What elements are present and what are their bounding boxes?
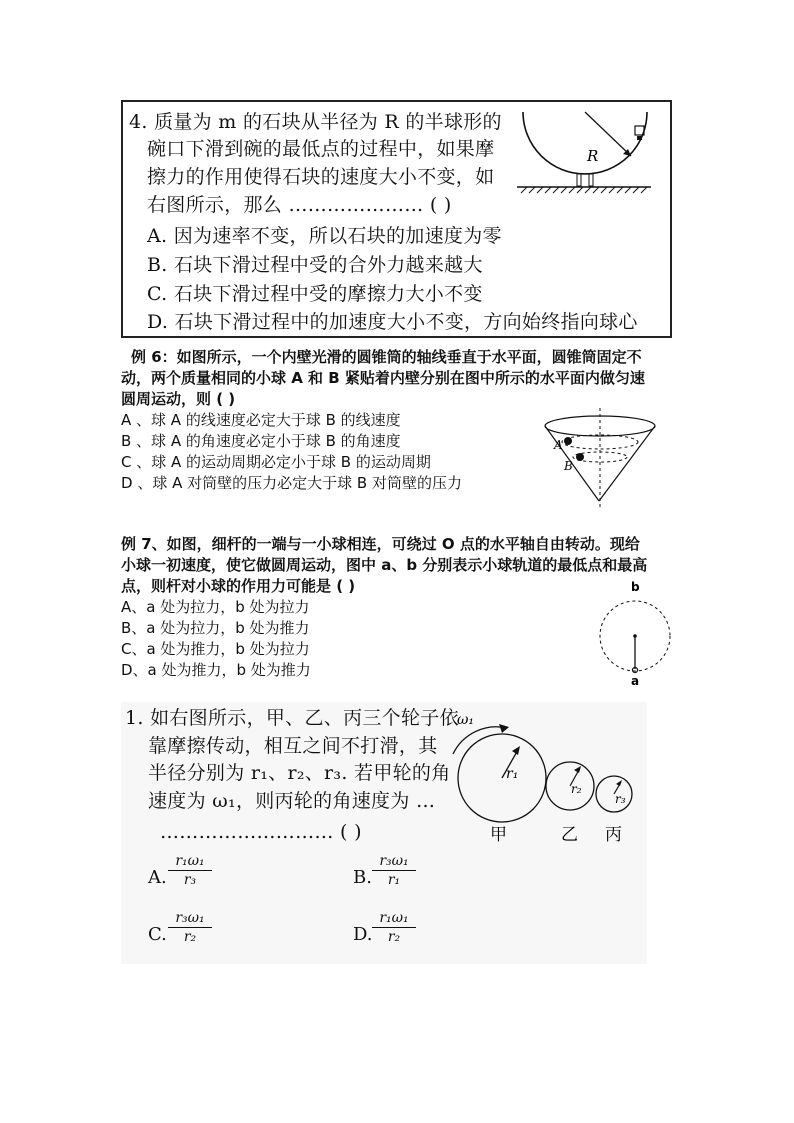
q1-option-c-denominator: r₂ — [183, 929, 197, 945]
q1-option-a-label: A. — [148, 867, 167, 888]
q4-option-c: C. 石块下滑过程中受的摩擦力大小不变 — [147, 283, 483, 305]
q1-option-a-numerator: r₁ω₁ — [168, 852, 212, 871]
q1-option-b-numerator: r₃ω₁ — [372, 852, 416, 871]
q4-line-3: 擦力的作用使得石块的速度大小不变，如 — [147, 166, 495, 188]
wheel-yi-name: 乙 — [561, 825, 578, 845]
q1-option-a-fraction — [168, 852, 212, 889]
ball-b-label: B — [564, 459, 573, 473]
q1-line-1: 1. 如右图所示，甲、乙、丙三个轮子依 — [125, 707, 459, 729]
q1-option-b-label: B. — [353, 867, 372, 888]
q1-option-c-numerator: r₃ω₁ — [168, 909, 212, 928]
bowl-stand-left — [577, 174, 581, 186]
q1-option-d-label: D. — [353, 924, 373, 945]
r2-arrowhead — [574, 766, 581, 773]
cone-figure — [544, 408, 664, 508]
q1-line-5: ……………………… ( ) — [160, 821, 362, 843]
rod-circle-figure — [597, 575, 677, 687]
q1-option-c-label: C. — [148, 924, 167, 945]
ex7-line-3: 点，则杆对小球的作用力可能是 ( ) — [121, 577, 356, 595]
q1-option-b-denominator: r₁ — [387, 872, 401, 888]
r1-arrowhead — [512, 746, 520, 755]
ex7-option-a: A、a 处为拉力，b 处为拉力 — [121, 598, 310, 616]
radius-label: R — [587, 147, 599, 165]
wheel-jia-name: 甲 — [490, 825, 507, 845]
ground-hatching — [521, 187, 647, 193]
ex6-line-2: 动，两个质量相同的小球 A 和 B 紧贴着内壁分别在图中所示的水平面内做匀速 — [121, 369, 645, 387]
q1-option-d-numerator: r₁ω₁ — [372, 909, 416, 928]
r2-label: r₂ — [571, 782, 582, 796]
ball-b — [576, 453, 584, 461]
ex6-option-b: B 、球 A 的角速度必定小于球 B 的角速度 — [121, 432, 401, 450]
q1-option-b-fraction — [372, 852, 416, 889]
q1-option-c-fraction — [168, 909, 212, 946]
label-a: a — [631, 674, 640, 687]
q4-option-b: B. 石块下滑过程中受的合外力越来越大 — [147, 254, 483, 276]
ex6-line-3: 圆周运动，则 ( ) — [121, 390, 236, 408]
ex7-option-b: B、a 处为拉力，b 处为推力 — [121, 619, 310, 637]
bowl-arc — [523, 112, 647, 174]
question-1-block — [121, 702, 647, 964]
q4-option-d: D. 石块下滑过程中的加速度大小不变，方向始终指向球心 — [147, 311, 638, 333]
wheel-bing-name: 丙 — [605, 825, 622, 845]
question-4-box — [121, 100, 672, 338]
ex7-line-1: 例 7、如图，细杆的一端与一小球相连，可绕过 O 点的水平轴自由转动。现给 — [121, 535, 640, 553]
ex6-line-1: 例 6：如图所示，一个内壁光滑的圆锥筒的轴线垂直于水平面，圆锥筒固定不 — [131, 348, 642, 366]
r3-label: r₃ — [615, 792, 626, 806]
q1-option-d-denominator: r₂ — [387, 929, 401, 945]
ex7-line-2: 小球一初速度，使它做圆周运动，图中 a、b 分别表示小球轨道的最低点和最高 — [121, 556, 648, 574]
rotation-arrowhead — [499, 724, 509, 733]
q1-line-3: 半径分别为 r₁、r₂、r₃. 若甲轮的角 — [148, 762, 451, 784]
q4-line-2: 碗口下滑到碗的最低点的过程中，如果摩 — [147, 138, 495, 160]
label-b: b — [631, 580, 640, 594]
ball-a — [564, 437, 572, 445]
ex6-option-c: C 、球 A 的运动周期必定小于球 B 的运动周期 — [121, 453, 431, 471]
q4-line-1: 4. 质量为 m 的石块从半径为 R 的半球形的 — [129, 111, 502, 133]
wheels-figure — [449, 706, 649, 846]
ex7-option-c: C、a 处为推力，b 处为拉力 — [121, 640, 310, 658]
hemisphere-bowl-figure — [517, 108, 652, 216]
stone-base — [637, 136, 642, 140]
ex6-option-d: D 、球 A 对筒壁的压力必定大于球 B 对筒壁的压力 — [121, 474, 462, 492]
q1-option-a-denominator: r₃ — [183, 872, 197, 888]
q1-line-4: 速度为 ω₁，则丙轮的角速度为 … — [148, 790, 436, 812]
q1-option-d-fraction — [372, 909, 416, 946]
ex7-option-d: D、a 处为推力，b 处为推力 — [121, 661, 311, 679]
pivot-o — [633, 634, 637, 638]
q1-line-2: 靠摩擦传动，相互之间不打滑，其 — [148, 735, 438, 757]
q4-line-4: 右图所示，那么 ………………… ( ) — [147, 194, 452, 216]
r1-label: r₁ — [506, 766, 519, 782]
q4-option-a: A. 因为速率不变，所以石块的加速度为零 — [147, 225, 502, 247]
omega-label: ω₁ — [457, 712, 475, 728]
ex6-option-a: A 、球 A 的线速度必定大于球 B 的线速度 — [121, 411, 401, 429]
ball-a-label: A — [554, 438, 563, 452]
bowl-stand-right — [589, 174, 593, 186]
